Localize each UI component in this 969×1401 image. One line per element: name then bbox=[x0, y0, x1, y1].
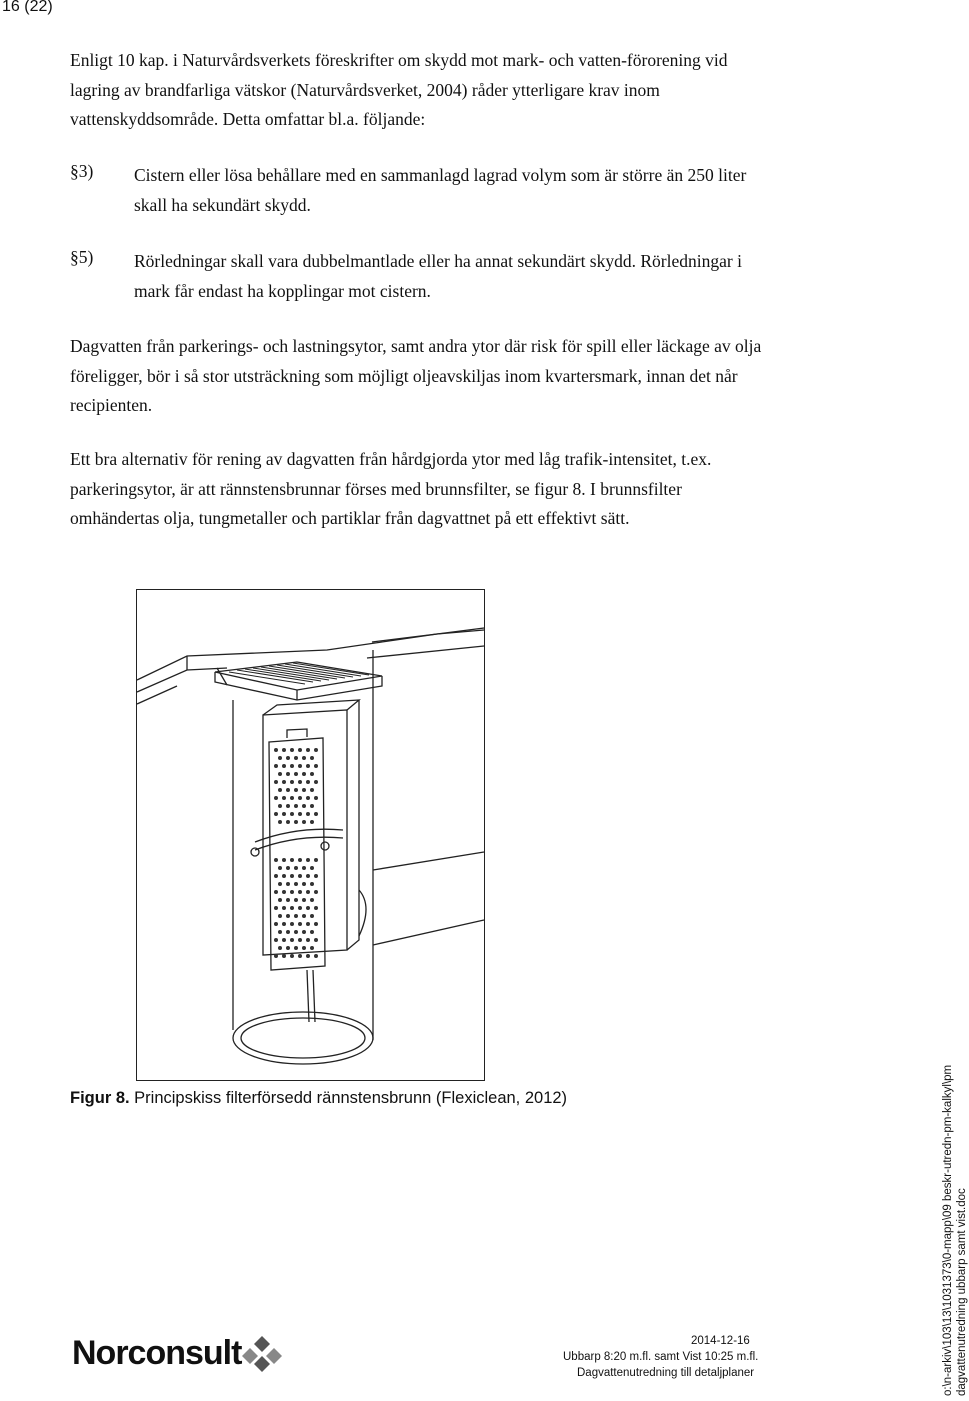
page-number: 16 (22) bbox=[2, 0, 53, 15]
archive-path-line: dagvattenutredning ubbarp samt vist.doc bbox=[956, 1188, 968, 1396]
rule-number: §3) bbox=[70, 161, 94, 181]
alternativ-paragraph: Ett bra alternativ för rening av dagvatten från hårdgjorda ytor med låg trafik-intensitet, t.ex. parkeringsytor, är att rännstensbrunnar förses med brunnsfilter, se figur 8. I brunnsfilter omhändertas olja, tungmetaller och partiklar från dagvattnet på ett effektivt sätt. bbox=[70, 449, 712, 528]
figure-caption-text: Principskiss filterförsedd rännstensbrunn (Flexiclean, 2012) bbox=[129, 1089, 568, 1107]
norconsult-logo-text: Norconsult bbox=[72, 1334, 242, 1372]
norconsult-diamond-icon bbox=[240, 1334, 286, 1374]
gully-filter-icon bbox=[137, 590, 484, 1080]
figure-illustration bbox=[136, 589, 485, 1081]
figure-label: Figur 8. bbox=[70, 1089, 130, 1107]
rule-text: Rörledningar skall vara dubbelmantlade eller ha annat sekundärt skydd. Rörledningar i mark får endast ha kopplingar mot cistern. bbox=[134, 251, 742, 301]
dagvatten-paragraph: Dagvatten från parkerings- och lastningsytor, samt andra ytor där risk för spill eller läckage av olja föreligger, bör i så stor utsträckning som möjligt oljeavskiljas inom kvartersmark, innan det når recipienten. bbox=[70, 336, 762, 415]
archive-path bbox=[941, 1064, 969, 1396]
rule-number: §5) bbox=[70, 247, 94, 267]
footer-project: Ubbarp 8:20 m.fl. samt Vist 10:25 m.fl. bbox=[563, 1351, 759, 1363]
footer-document: Dagvattenutredning till detaljplaner bbox=[577, 1367, 755, 1379]
figure-caption bbox=[70, 1089, 567, 1108]
footer-date: 2014-12-16 bbox=[691, 1335, 750, 1347]
archive-path-line: o:\n-arkiv\103\13\1031373\0-mapp\09 beskr-utredn-pm-kalkyl\pm bbox=[942, 1064, 954, 1396]
rule-text: Cistern eller lösa behållare med en sammanlagd lagrad volym som är större än 250 liter skall ha sekundärt skydd. bbox=[134, 165, 747, 215]
intro-paragraph: Enligt 10 kap. i Naturvårdsverkets föreskrifter om skydd mot mark- och vatten-förorening vid lagring av brandfarliga vätskor (Naturvårdsverket, 2004) råder ytterligare krav inom vattenskyddsområde. Detta omfattar bl.a. följande: bbox=[70, 50, 728, 129]
